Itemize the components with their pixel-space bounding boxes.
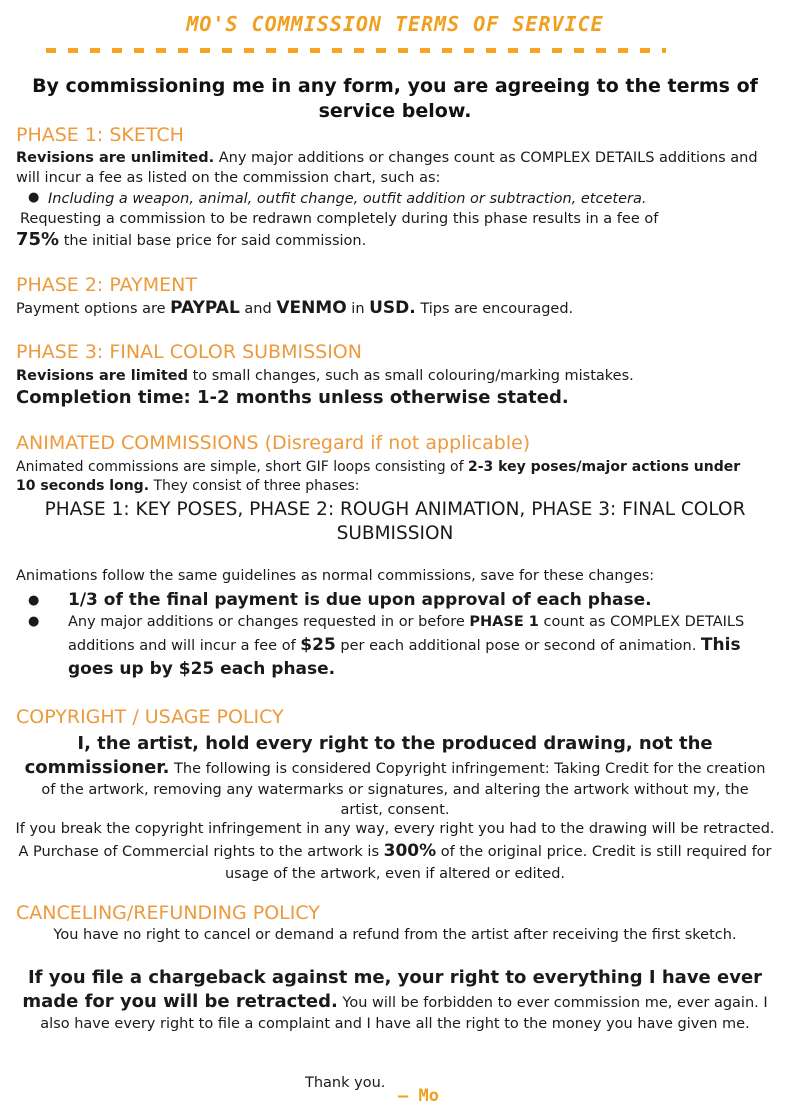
phase1-fee-text: the initial base price for said commission. — [59, 233, 367, 249]
animated-heading: ANIMATED COMMISSIONS (Disregard if not applicable) — [16, 432, 531, 454]
phase1-heading: PHASE 1: SKETCH — [16, 124, 184, 146]
phase1-fee-percent: 75% — [16, 229, 60, 250]
animated-b2-text-1: Any major additions or changes requested in or before — [68, 614, 470, 630]
refund-paragraph: You have no right to cancel or demand a refund from the artist after receiving the first sketch. — [53, 927, 737, 943]
copyright-p2-text-1: If you break the copyright infringement in any way, every right you had to the drawing will be retracted. A Purchase of Commercial rights to the artwork is — [15, 821, 775, 860]
animated-b2-text-3: per each additional pose or second of animation. — [335, 638, 701, 654]
animated-b2-text-2: count as COMPLEX DETAILS additions and will incur a fee of — [68, 614, 745, 654]
phase1-fee-line — [16, 230, 786, 251]
animated-paragraph — [16, 458, 756, 496]
dashed-divider — [46, 48, 666, 53]
animated-text-1: Animated commissions are simple, short GIF loops consisting of — [16, 459, 468, 475]
animated-bullet-payment: 1/3 of the final payment is due upon approval of each phase. — [68, 590, 652, 610]
copyright-text: The following is considered Copyright infringement: Taking Credit for the creation of the artwork, removing any watermarks or signatures, and altering the artwork without my, the artist, consent. — [41, 761, 766, 818]
copyright-commercial-percent: 300% — [383, 841, 437, 861]
signature: — Mo — [398, 1086, 439, 1106]
animated-text-bold: 2-3 key poses/major actions under 10 seconds long. — [16, 459, 741, 494]
animated-b2-price: $25 — [300, 635, 336, 655]
bullet-dot: ● — [28, 593, 40, 608]
thank-you: Thank you. — [305, 1075, 386, 1091]
copyright-bold: I, the artist, hold every right to the produced drawing, not the commissioner. — [24, 733, 713, 778]
phase1-paragraph — [16, 148, 786, 188]
intro-text: By commissioning me in any form, you are agreeing to the terms of service below. — [32, 75, 758, 122]
phase2-text-2: and — [239, 301, 277, 317]
copyright-p2-text-2: of the original price. Credit is still required for usage of the artwork, even if altered or edited. — [224, 844, 772, 882]
refund-heading: CANCELING/REFUNDING POLICY — [16, 902, 320, 924]
copyright-paragraph-2 — [10, 818, 780, 885]
animated-bullet-changes — [68, 611, 758, 682]
phase3-heading: PHASE 3: FINAL COLOR SUBMISSION — [16, 341, 362, 363]
phase1-redraw-text: Requesting a commission to be redrawn completely during this phase results in a fee of — [20, 211, 659, 227]
phase2-text-4: Tips are encouraged. — [415, 301, 574, 317]
refund-text: You will be forbidden to ever commission me, ever again. I also have every right to file a complaint and I have all the right to the money you have given me. — [40, 995, 768, 1032]
refund-paragraph-2 — [20, 966, 770, 1035]
phase2-text-1: Payment options are — [16, 301, 171, 317]
phase1-bullet: Including a weapon, animal, outfit change, outfit addition or subtraction, etcetera. — [48, 191, 647, 207]
bullet-dot: ● — [28, 614, 40, 629]
refund-bold: If you file a chargeback against me, your right to everything I have ever made for you will be retracted. — [22, 967, 763, 1012]
animated-b2-phase: PHASE 1 — [469, 614, 539, 630]
animated-phases: PHASE 1: KEY POSES, PHASE 2: ROUGH ANIMATION, PHASE 3: FINAL COLOR SUBMISSION — [44, 499, 746, 544]
copyright-heading: COPYRIGHT / USAGE POLICY — [16, 706, 284, 728]
payment-paypal: PAYPAL — [170, 298, 240, 318]
payment-currency: USD. — [369, 298, 416, 318]
phase2-text-3: in — [346, 301, 370, 317]
phase1-revisions-text: Any major additions or changes count as COMPLEX DETAILS additions and will incur a fee as listed on the commission chart, such as: — [16, 150, 758, 186]
completion-time: Completion time: 1-2 months unless otherwise stated. — [16, 387, 569, 408]
animated-guidelines: Animations follow the same guidelines as normal commissions, save for these changes: — [16, 568, 655, 584]
phase2-paragraph — [16, 298, 786, 319]
animated-text-2: They consist of three phases: — [149, 478, 360, 494]
animated-b2-increase: This goes up by $25 each phase. — [68, 635, 741, 679]
phase3-revisions-bold: Revisions are limited — [16, 368, 188, 384]
phase3-paragraph — [16, 366, 786, 386]
bullet-dot: ● — [28, 190, 40, 205]
copyright-paragraph — [20, 732, 770, 820]
phase3-revisions-text: to small changes, such as small colouring/marking mistakes. — [187, 368, 634, 384]
phase1-revisions-bold: Revisions are unlimited. — [16, 150, 215, 166]
payment-venmo: VENMO — [276, 298, 347, 318]
page-title: MO'S COMMISSION TERMS OF SERVICE — [186, 12, 604, 36]
phase2-heading: PHASE 2: PAYMENT — [16, 274, 197, 296]
